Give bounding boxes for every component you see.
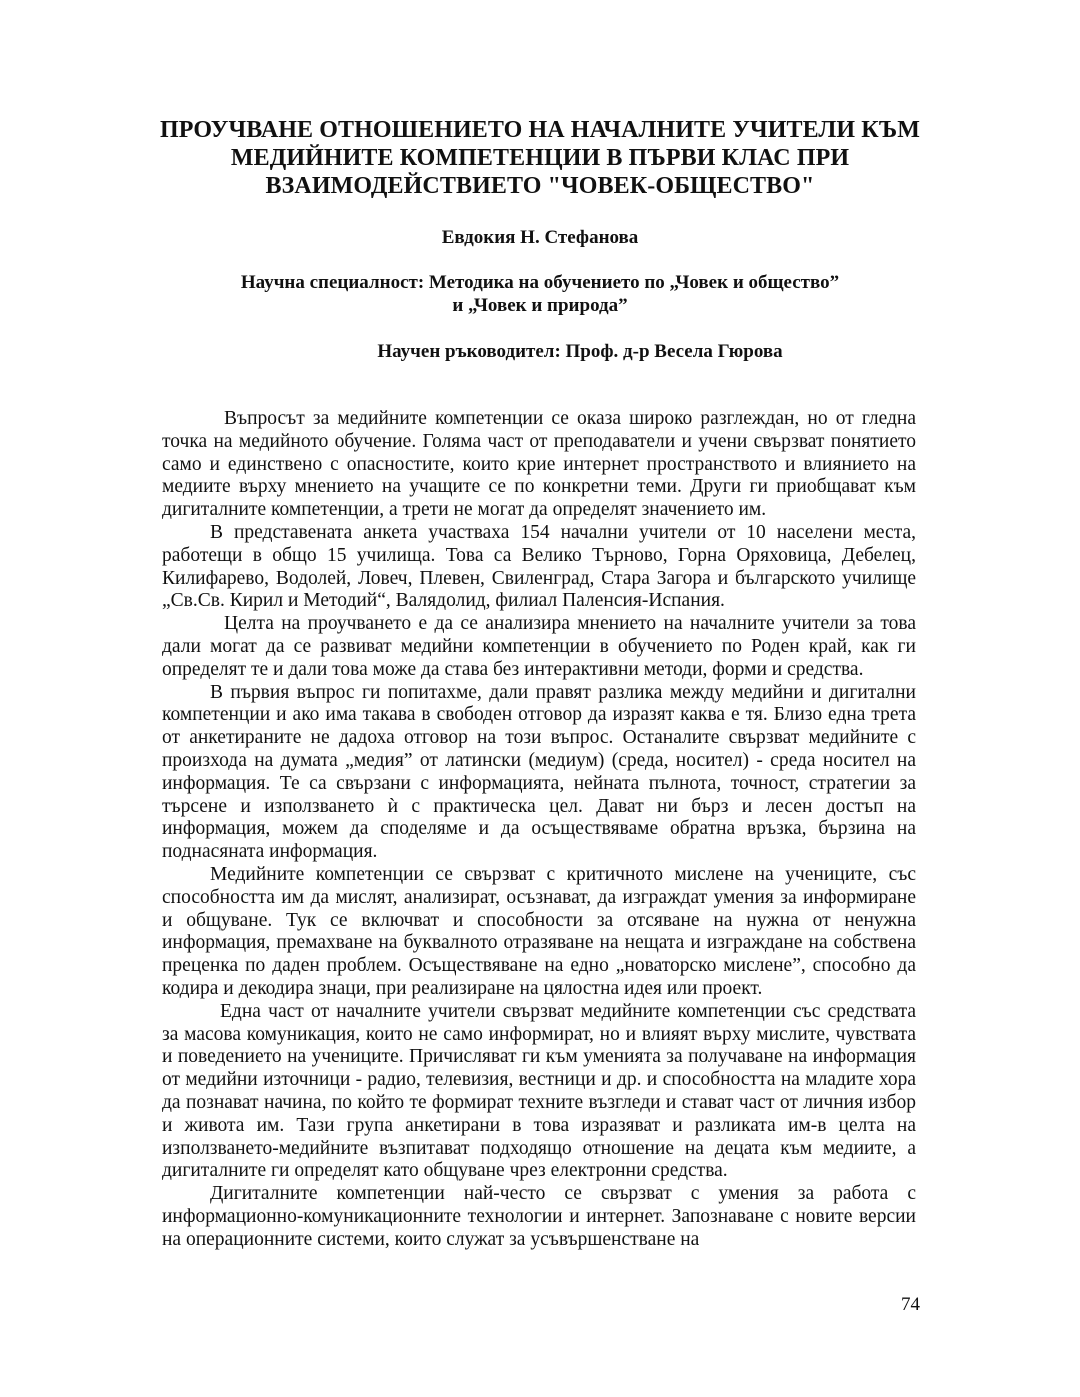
paragraph: Дигиталните компетенции най-често се свързват с умения за работа с информационно-комуникационните технологии и интернет. Запознаване с новите версии на операционните системи, които служат за усъвършенстване на (162, 1183, 916, 1250)
page-number: 74 (901, 1294, 920, 1315)
specialty-line: Научна специалност: Методика на обучението по „Човек и общество” (240, 272, 840, 293)
paragraph: Целта на проучването е да се анализира мнението на началните учители за това дали могат да се развиват медийни компетенции в обучението по Роден край, как ги определят те и дали това може да става без интерактивни методи, форми и средства. (162, 613, 916, 680)
paragraph: Въпросът за медийните компетенции се оказа широко разглеждан, но от гледна точка на медийното обучение. Голяма част от преподаватели и учени свързват понятието само и единствено с опасностите, които крие интернет пространството и влиянието на медиите върху мнението на учащите се по конкретни теми. Други ги приобщават към дигиталните компетенции, а трети не могат да определят значението им. (162, 408, 916, 521)
title-line: ВЗАИМОДЕЙСТВИЕТО "ЧОВЕК-ОБЩЕСТВО" (265, 173, 815, 199)
scientific-supervisor: Научен ръководител: Проф. д-р Весела Гюрова (377, 341, 783, 362)
specialty-line: и „Човек и природа” (452, 295, 628, 316)
title-line: ПРОУЧВАНЕ ОТНОШЕНИЕТО НА НАЧАЛНИТЕ УЧИТЕЛИ КЪМ (159, 117, 920, 143)
paragraph: Медийните компетенции се свързват с критичното мислене на учениците, със способността им да мислят, анализират, осъзнават, да изграждат умения за информиране и общуване. Тук се включват и способности за отсяване на нужна от ненужна информация, премахване на буквалното отразяване на нещата и изграждане на собствена преценка по даден проблем. Осъществяване на едно „новаторско мислене”, способно да кодира и декодира знаци, при реализиране на цялостна идея или проект. (162, 863, 916, 999)
paragraph: В първия въпрос ги попитахме, дали правят разлика между медийни и дигитални компетенции и ако има такава в свободен отговор да изразят каква е тя. Близо една трета от анкетираните не дадоха отговор на този въпрос. Останалите свързват медийните с произхода на думата „медия” от латински (медиум) (среда, носител) - среда носител на информация. Те са свързани с информацията, нейната пълнота, точност, стратегии за търсене и използването ѝ с практическа цел. Дават ни бърз и лесен достъп на информация, можем да споделяме и да осъществяваме обратна връзка, бързина на поднасяната информация. (162, 681, 916, 863)
author-name: Евдокия Н. Стефанова (441, 227, 639, 248)
scientific-specialty (140, 271, 940, 317)
paper-title (120, 116, 960, 200)
paragraph: Една част от началните учители свързват медийните компетенции със средствата за масова комуникация, които не само информират, но и влияят върху мислите, чувствата и поведението на учениците. Причисляват ги към уменията за получаване на информация от медийни източници - радио, телевизия, вестници и др. и способността на младите хора да познават начина, по който те формират техните възгледи и стават част от личния избор и живота им. Тази група анкетирани в това изразяват и разликата им-в целта на използването-медийните възпитават подходящо отношение на децата към медиите, а дигиталните ги определят като общуване чрез електронни средства. (162, 1000, 916, 1182)
title-line: МЕДИЙНИТЕ КОМПЕТЕНЦИИ В ПЪРВИ КЛАС ПРИ (230, 145, 850, 171)
paragraph: В представената анкета участваха 154 начални учители от 10 населени места, работещи в общо 15 училища. Това са Велико Търново, Горна Оряховица, Дебелец, Килифарево, Водолей, Ловеч, Плевен, Свиленград, Стара Загора и българското училище „Св.Св. Кирил и Методий“, Валядолид, филиал Паленсия-Испания. (162, 521, 916, 612)
body-text (162, 408, 916, 1251)
